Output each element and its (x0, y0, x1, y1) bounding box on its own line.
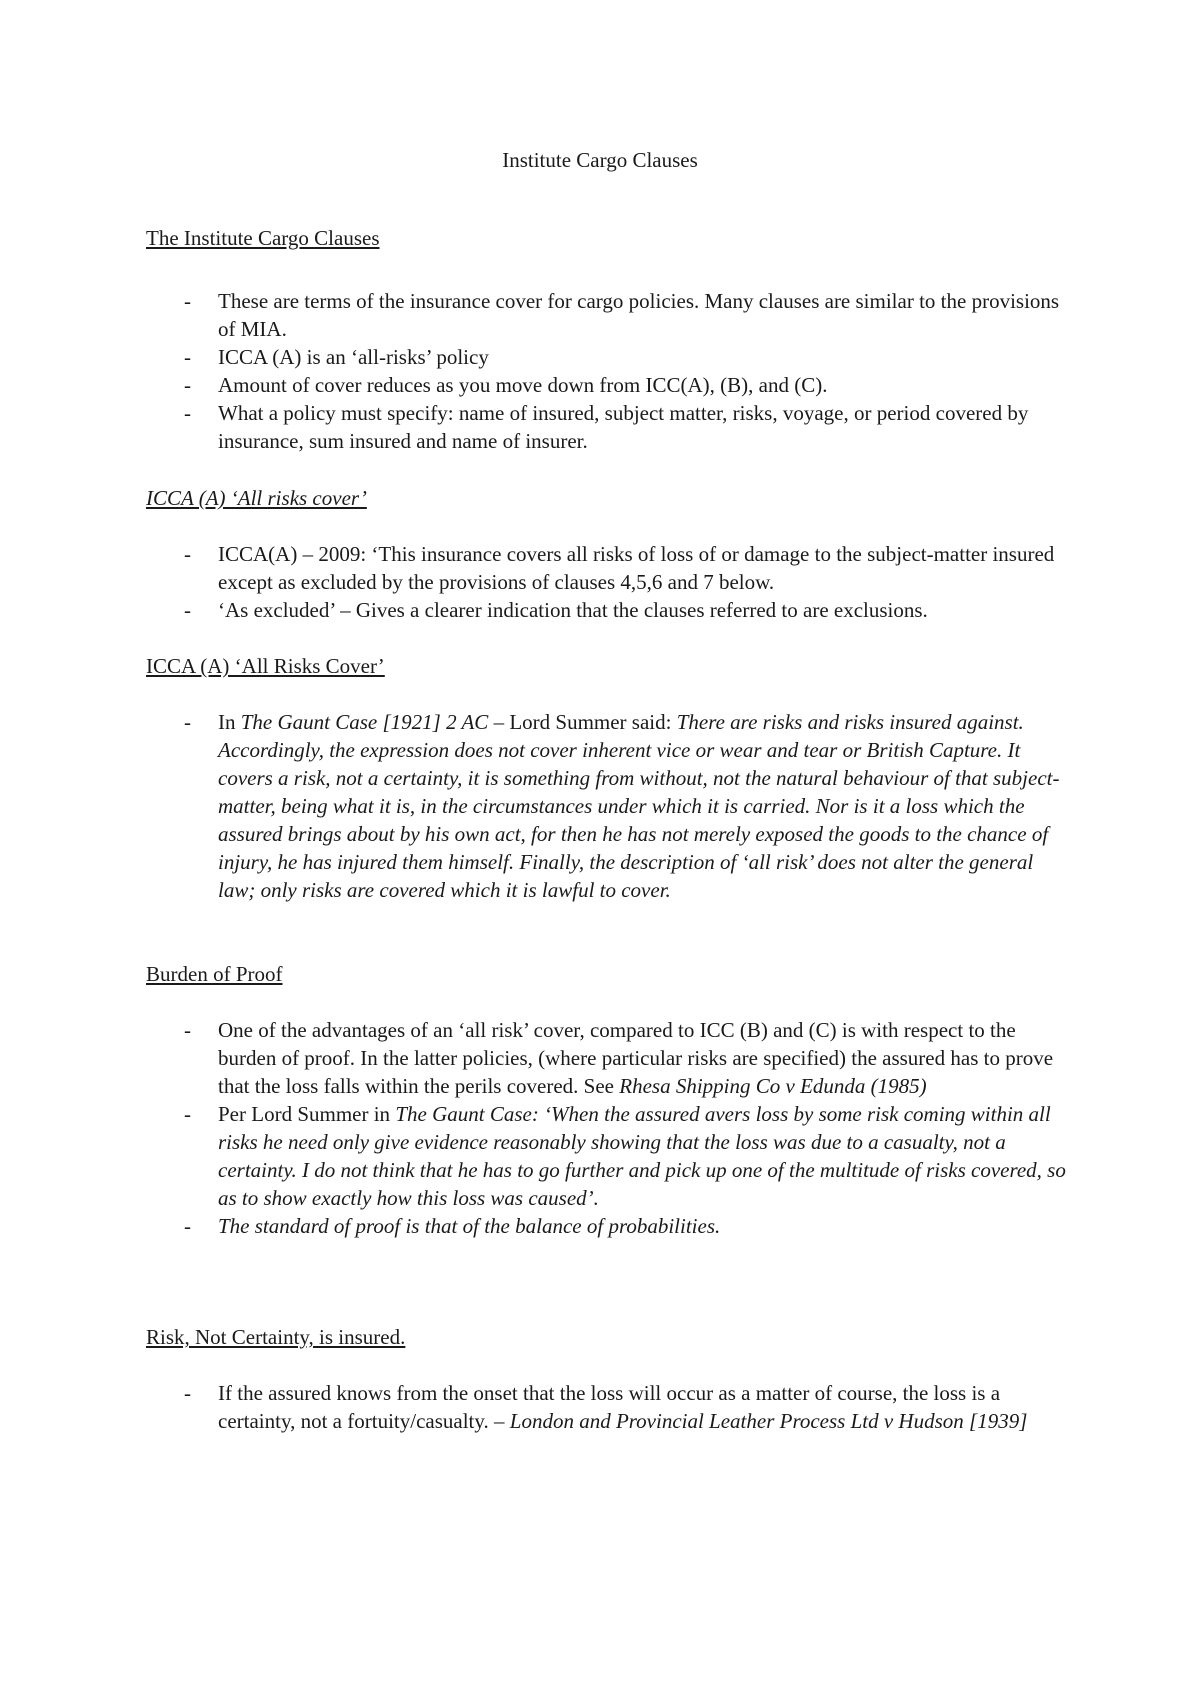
document-title: Institute Cargo Clauses (502, 148, 698, 172)
bullet-marker: - (184, 345, 191, 369)
bullet-marker: - (184, 401, 191, 425)
bullet-list (146, 287, 1066, 455)
section-heading-burden-of-proof: Burden of Proof (146, 962, 283, 986)
case-citation: Rhesa Shipping Co v Edunda (1985) (619, 1074, 927, 1098)
bullet-marker: - (184, 598, 191, 622)
bullet-item (146, 1379, 1066, 1435)
bullet-item (146, 399, 1066, 455)
bullet-marker: - (184, 1102, 191, 1126)
bullet-item (146, 371, 1066, 399)
bullet-text-segment: If the assured knows from the onset that the loss will occur as a matter of course, the loss is a certainty, not a fortuity/casualty. – (218, 1381, 1001, 1433)
section-heading-all-risks-cover-gaunt: ICCA (A) ‘All Risks Cover’ (146, 654, 385, 678)
bullet-list (146, 1379, 1066, 1435)
bullet-list (146, 708, 1066, 904)
bullet-item (146, 1100, 1066, 1212)
bullet-text: What a policy must specify: name of insured, subject matter, risks, voyage, or period covered by insurance, sum insured and name of insurer. (218, 401, 1029, 453)
quotation: There are risks and risks insured against. Accordingly, the expression does not cover inherent vice or wear and tear or British Capture. It covers a risk, not a certainty, it is something from without, not the natural behaviour of that subject-matter, being what it is, in the circumstances under which it is carried. Nor is it a loss which the assured brings about by his own act, for then he has not merely exposed the goods to the chance of injury, he has injured them himself. Finally, the description of ‘all risk’ does not alter the general law; only risks are covered which it is lawful to cover. (218, 710, 1060, 902)
bullet-marker: - (184, 542, 191, 566)
bullet-text-segment: Per Lord Summer in (218, 1102, 396, 1126)
bullet-item (146, 1212, 1066, 1240)
bullet-list (146, 540, 1066, 624)
bullet-item (146, 708, 1066, 904)
bullet-list (146, 1016, 1066, 1240)
bullet-marker: - (184, 1214, 191, 1238)
bullet-text-segment: In (218, 710, 241, 734)
bullet-text-segment: One of the advantages of an ‘all risk’ cover, compared to ICC (B) and (C) is with respect to the burden of proof. In the latter policies, (where particular risks are specified) the assured has to prove that the loss falls within the perils covered. See (218, 1018, 1054, 1098)
bullet-text: ‘As excluded’ – Gives a clearer indication that the clauses referred to are exclusions. (218, 598, 928, 622)
bullet-marker: - (184, 373, 191, 397)
case-citation: The Gaunt Case [1921] 2 AC (240, 710, 489, 734)
section-heading-all-risks-cover: ICCA (A) ‘All risks cover’ (146, 486, 367, 510)
case-citation: London and Provincial Leather Process Ltd v Hudson [1939] (509, 1409, 1028, 1433)
bullet-item (146, 343, 1066, 371)
quotation: The Gaunt Case: ‘When the assured avers loss by some risk coming within all risks he need only give evidence reasonably showing that the loss was due to a casualty, not a certainty. I do not think that he has to go further and pick up one of the multitude of risks covered, so as to show exactly how this loss was caused’. (218, 1102, 1066, 1210)
section-heading-risk-not-certainty: Risk, Not Certainty, is insured. (146, 1325, 406, 1349)
bullet-marker: - (184, 1381, 191, 1405)
bullet-text: ICCA (A) is an ‘all-risks’ policy (218, 345, 489, 369)
bullet-text: Amount of cover reduces as you move down from ICC(A), (B), and (C). (218, 373, 828, 397)
bullet-text: ICCA(A) – 2009: ‘This insurance covers all risks of loss of or damage to the subject-matter insured except as excluded by the provisions of clauses 4,5,6 and 7 below. (218, 542, 1055, 594)
bullet-text-segment: The standard of proof is that of the balance of probabilities. (218, 1214, 721, 1238)
section-heading-institute-cargo-clauses: The Institute Cargo Clauses (146, 226, 380, 250)
bullet-item (146, 1016, 1066, 1100)
bullet-text: These are terms of the insurance cover for cargo policies. Many clauses are similar to the provisions of MIA. (218, 289, 1060, 341)
bullet-marker: - (184, 710, 191, 734)
bullet-item (146, 596, 1066, 624)
bullet-item (146, 540, 1066, 596)
bullet-marker: - (184, 289, 191, 313)
bullet-marker: - (184, 1018, 191, 1042)
bullet-text-segment: – Lord Summer said: (488, 710, 677, 734)
bullet-item (146, 287, 1066, 343)
